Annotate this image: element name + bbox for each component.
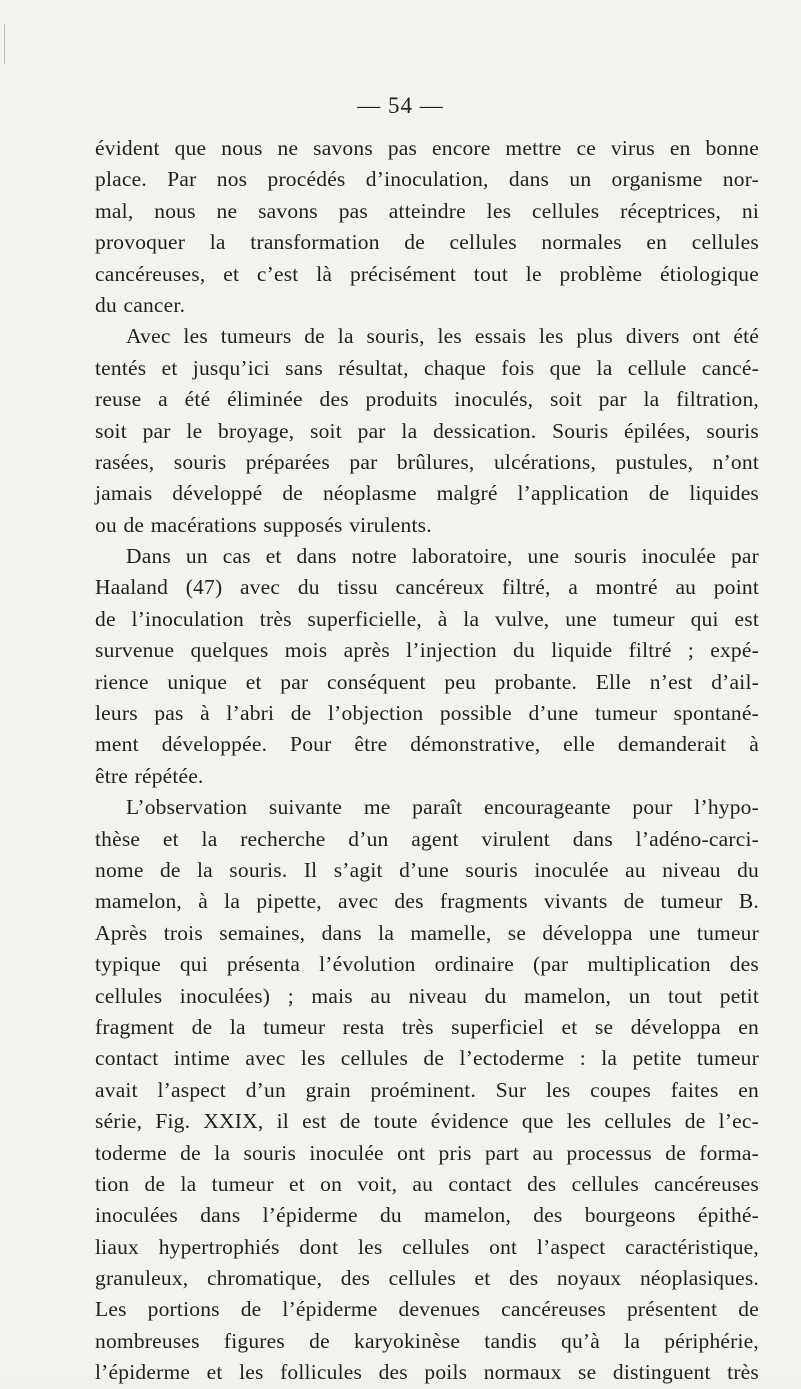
text-line: L’observation suivante me paraît encourageante pour l’hypo-	[126, 795, 759, 820]
text-line: rasées, souris préparées par brûlures, ulcérations, pustules, n’ont	[95, 449, 759, 474]
text-line: inoculées dans l’épiderme du mamelon, des bourgeons épithé-	[95, 1203, 759, 1228]
text-line: du cancer.	[95, 292, 186, 317]
text-line: provoquer la transformation de cellules normales en cellules	[95, 230, 759, 255]
text-line: nombreuses figures de karyokinèse tandis qu’à la périphérie,	[95, 1328, 759, 1353]
text-line: mal, nous ne savons pas atteindre les cellules réceptrices, ni	[95, 198, 759, 223]
text-line: être répétée.	[95, 763, 204, 788]
text-line: ou de macérations supposés virulents.	[95, 512, 432, 537]
text-line: Haaland (47) avec du tissu cancéreux filtré, a montré au point	[95, 575, 759, 600]
text-line: jamais développé de néoplasme malgré l’application de liquides	[95, 481, 759, 506]
text-line: de l’inoculation très superficielle, à la vulve, une tumeur qui est	[95, 606, 759, 631]
text-line: Dans un cas et dans notre laboratoire, une souris inoculée par	[126, 544, 759, 569]
text-line: fragment de la tumeur resta très superficiel et se développa en	[95, 1014, 759, 1039]
text-line: avait l’aspect d’un grain proéminent. Sur les coupes faites en	[95, 1077, 759, 1102]
text-line: typique qui présenta l’évolution ordinaire (par multiplication des	[95, 952, 759, 977]
text-line: mamelon, à la pipette, avec des fragments vivants de tumeur B.	[95, 889, 759, 914]
text-line: cellules inoculées) ; mais au niveau du mamelon, un tout petit	[95, 983, 759, 1008]
text-line: cancéreuses, et c’est là précisément tout le problème étiologique	[95, 261, 759, 286]
text-line: survenue quelques mois après l’injection du liquide filtré ; expé-	[95, 638, 759, 663]
text-line: tion de la tumeur et on voit, au contact des cellules cancéreuses	[95, 1171, 759, 1196]
text-line: série, Fig. XXIX, il est de toute évidence que les cellules de l’ec-	[95, 1109, 759, 1134]
text-line: toderme de la souris inoculée ont pris part au processus de forma-	[95, 1140, 759, 1165]
text-line: contact intime avec les cellules de l’ectoderme : la petite tumeur	[95, 1046, 759, 1071]
text-line: rience unique et par conséquent peu probante. Elle n’est d’ail-	[95, 669, 759, 694]
text-line: tentés et jusqu’ici sans résultat, chaque fois que la cellule cancé-	[95, 355, 759, 380]
text-line: leurs pas à l’abri de l’objection possible d’une tumeur spontané-	[95, 701, 759, 726]
text-line: reuse a été éliminée des produits inoculés, soit par la filtration,	[95, 387, 759, 412]
text-line: l’épiderme et les follicules des poils normaux se distinguent très	[95, 1360, 759, 1385]
text-line: Après trois semaines, dans la mamelle, se développa une tumeur	[95, 920, 759, 945]
text-line: ment développée. Pour être démonstrative, elle demanderait à	[95, 732, 759, 757]
text-line: liaux hypertrophiés dont les cellules ont l’aspect caractéristique,	[95, 1234, 759, 1259]
text-line: évident que nous ne savons pas encore mettre ce virus en bonne	[95, 136, 759, 160]
text-line: soit par le broyage, soit par la dessication. Souris épilées, souris	[95, 418, 759, 443]
text-line: granuleux, chromatique, des cellules et des noyaux néoplasiques.	[95, 1266, 759, 1291]
scan-edge-mark	[4, 24, 15, 64]
body-text	[95, 133, 759, 1389]
text-line: place. Par nos procédés d’inoculation, dans un organisme nor-	[95, 167, 759, 192]
text-line: nome de la souris. Il s’agit d’une souris inoculée au niveau du	[95, 857, 759, 882]
text-line: thèse et la recherche d’un agent virulent dans l’adéno-carci-	[95, 826, 759, 851]
page-number: — 54 —	[357, 93, 444, 118]
text-line: Les portions de l’épiderme devenues cancéreuses présentent de	[95, 1297, 759, 1322]
text-line: Avec les tumeurs de la souris, les essais les plus divers ont été	[126, 324, 759, 349]
